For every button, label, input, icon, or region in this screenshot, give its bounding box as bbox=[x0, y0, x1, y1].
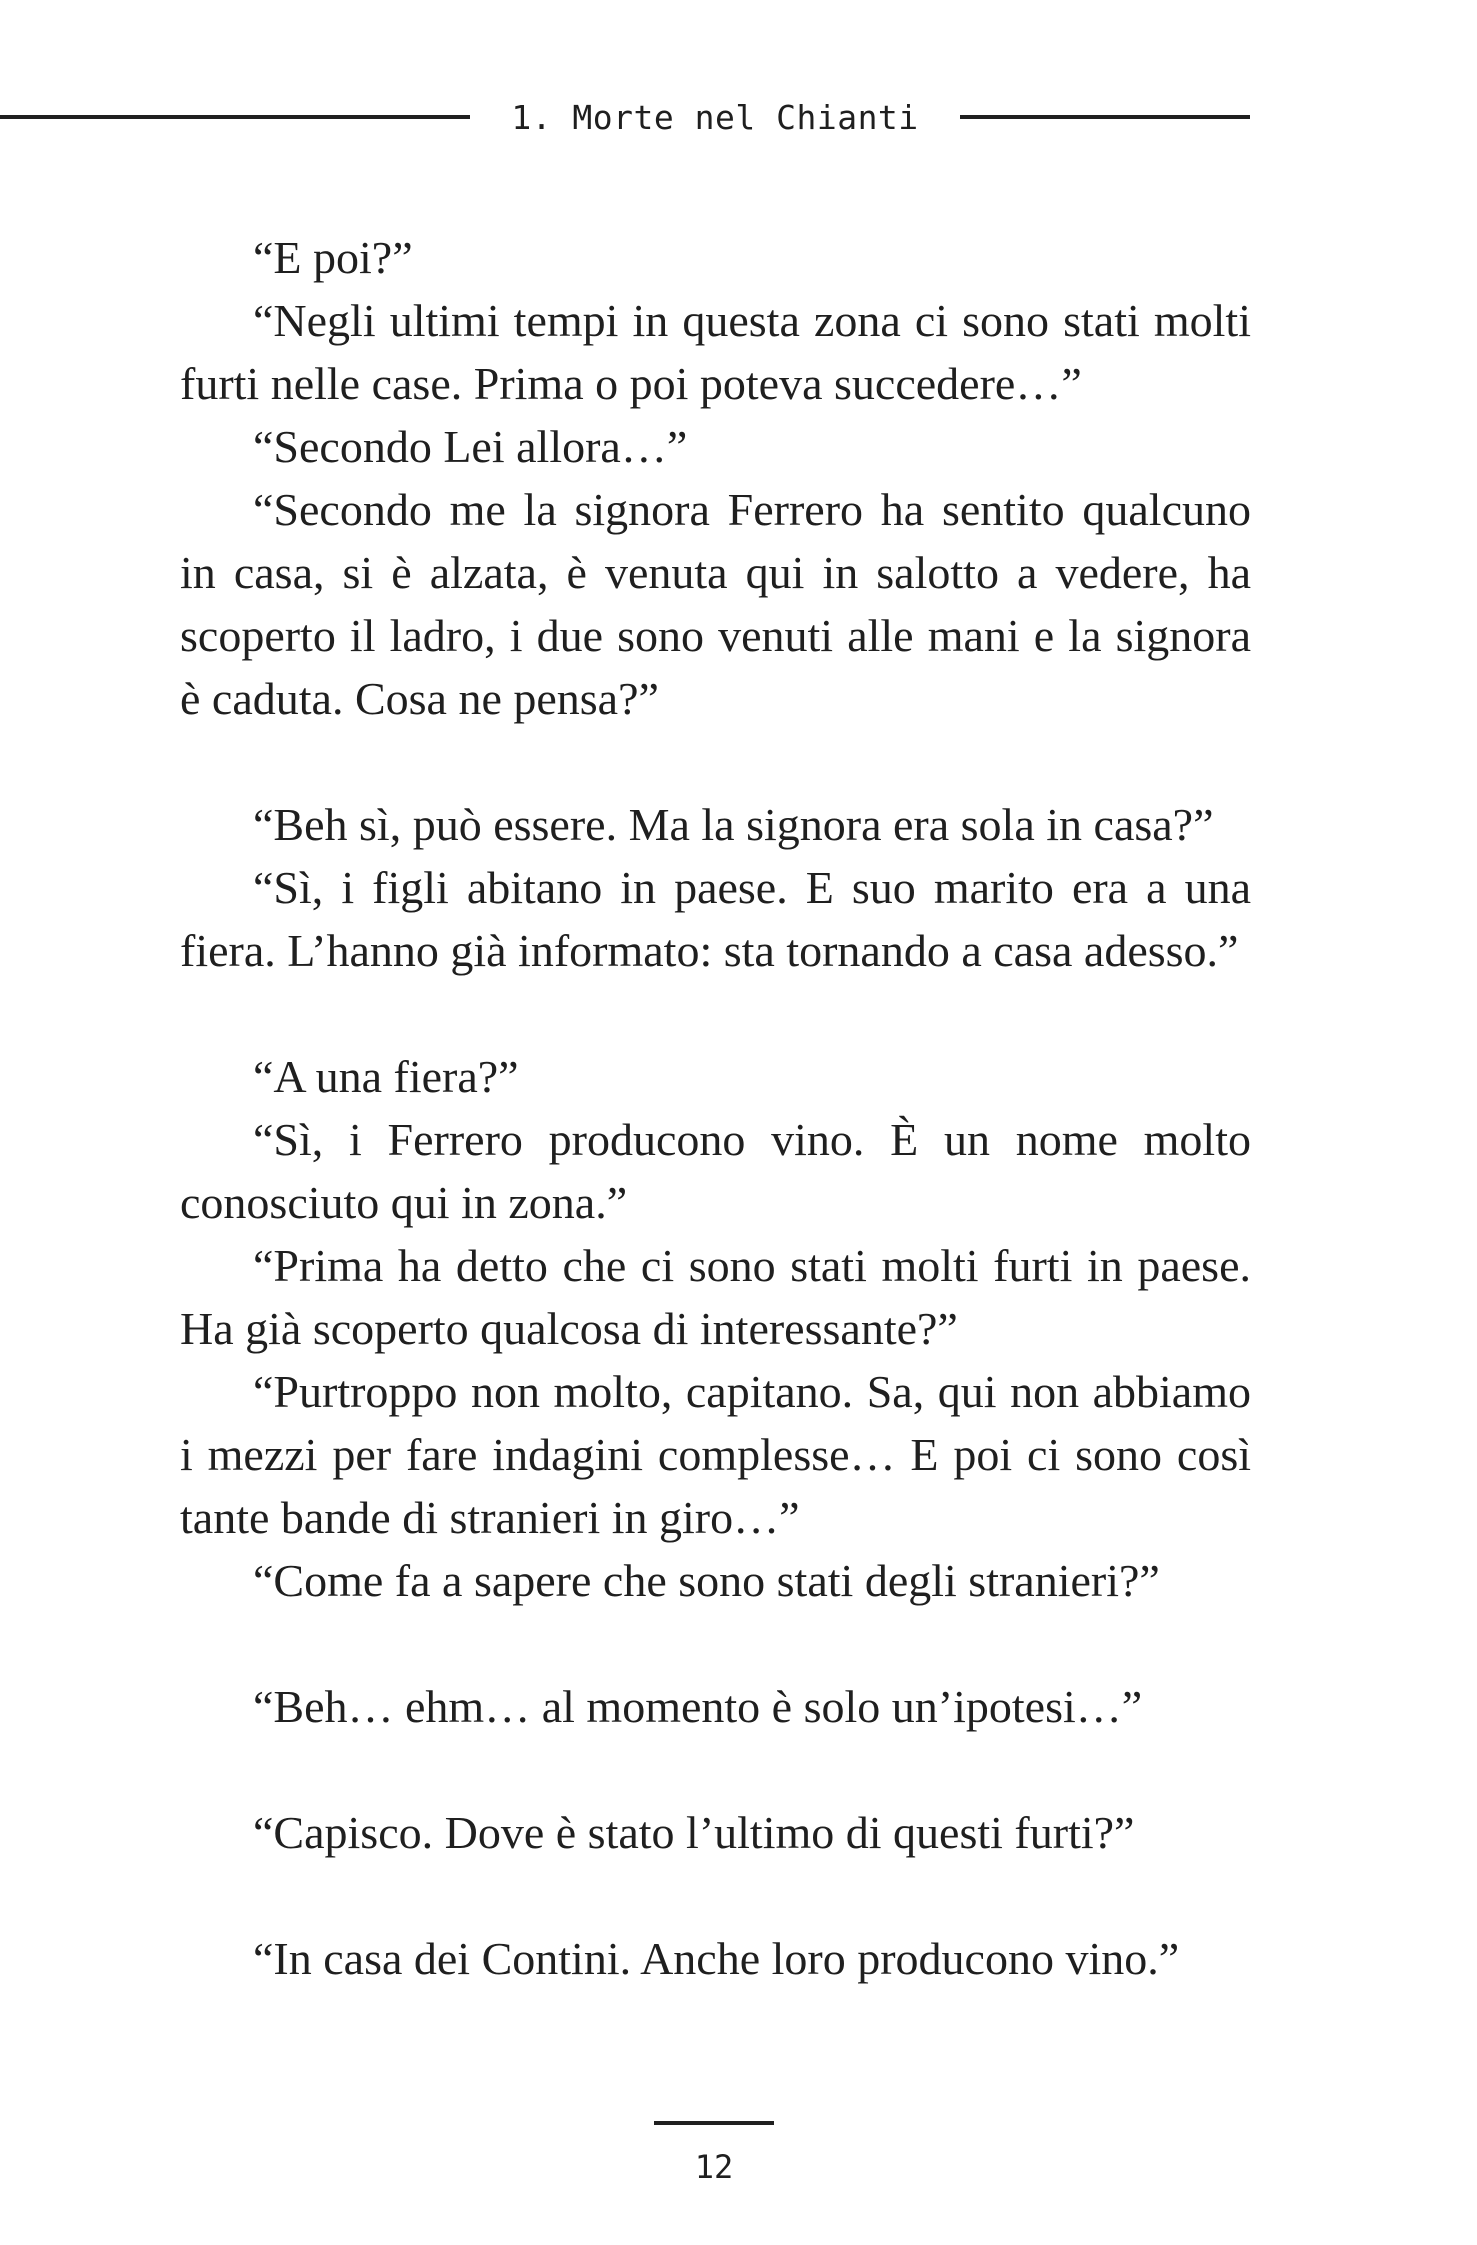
paragraph: “Beh… ehm… al momento è solo un’ipotesi…” bbox=[253, 1681, 1143, 1732]
paragraph: “Sì, i figli abitano in paese. E suo marito era a una fiera. L’hanno già informato: sta tornando a casa adesso.” bbox=[180, 862, 1251, 976]
paragraph: “Sì, i Ferrero producono vino. È un nome molto conosciuto qui in zona.” bbox=[180, 1114, 1251, 1228]
running-header bbox=[0, 88, 1477, 148]
page-number: 12 bbox=[694, 2148, 734, 2186]
paragraph: “Come fa a sapere che sono stati degli stranieri?” bbox=[253, 1555, 1160, 1606]
header-rule-left bbox=[0, 115, 470, 119]
paragraph: “Beh sì, può essere. Ma la signora era sola in casa?” bbox=[253, 799, 1214, 850]
paragraph: “A una fiera?” bbox=[253, 1051, 519, 1102]
header-rule-right bbox=[960, 115, 1250, 119]
body-text bbox=[180, 226, 1251, 1990]
paragraph: “Capisco. Dove è stato l’ultimo di questi furti?” bbox=[253, 1807, 1135, 1858]
paragraph: “Prima ha detto che ci sono stati molti furti in paese. Ha già scoperto qualcosa di interessante?” bbox=[180, 1240, 1251, 1354]
paragraph: “In casa dei Contini. Anche loro producono vino.” bbox=[253, 1933, 1180, 1984]
paragraph: “E poi?” bbox=[253, 232, 413, 283]
running-title: 1. Morte nel Chianti bbox=[511, 98, 919, 137]
paragraph: “Secondo me la signora Ferrero ha sentito qualcuno in casa, si è alzata, è venuta qui in salotto a vedere, ha scoperto il ladro, i due sono venuti alle mani e la signora è caduta. Cosa ne pensa?” bbox=[180, 484, 1251, 724]
paragraph: “Secondo Lei allora…” bbox=[253, 421, 688, 472]
paragraph: “Negli ultimi tempi in questa zona ci sono stati molti furti nelle case. Prima o poi poteva succedere…” bbox=[180, 295, 1251, 409]
paragraph: “Purtroppo non molto, capitano. Sa, qui non abbiamo i mezzi per fare indagini complesse… E poi ci sono così tante bande di stranieri in giro…” bbox=[180, 1366, 1251, 1543]
footer-rule bbox=[654, 2121, 774, 2125]
